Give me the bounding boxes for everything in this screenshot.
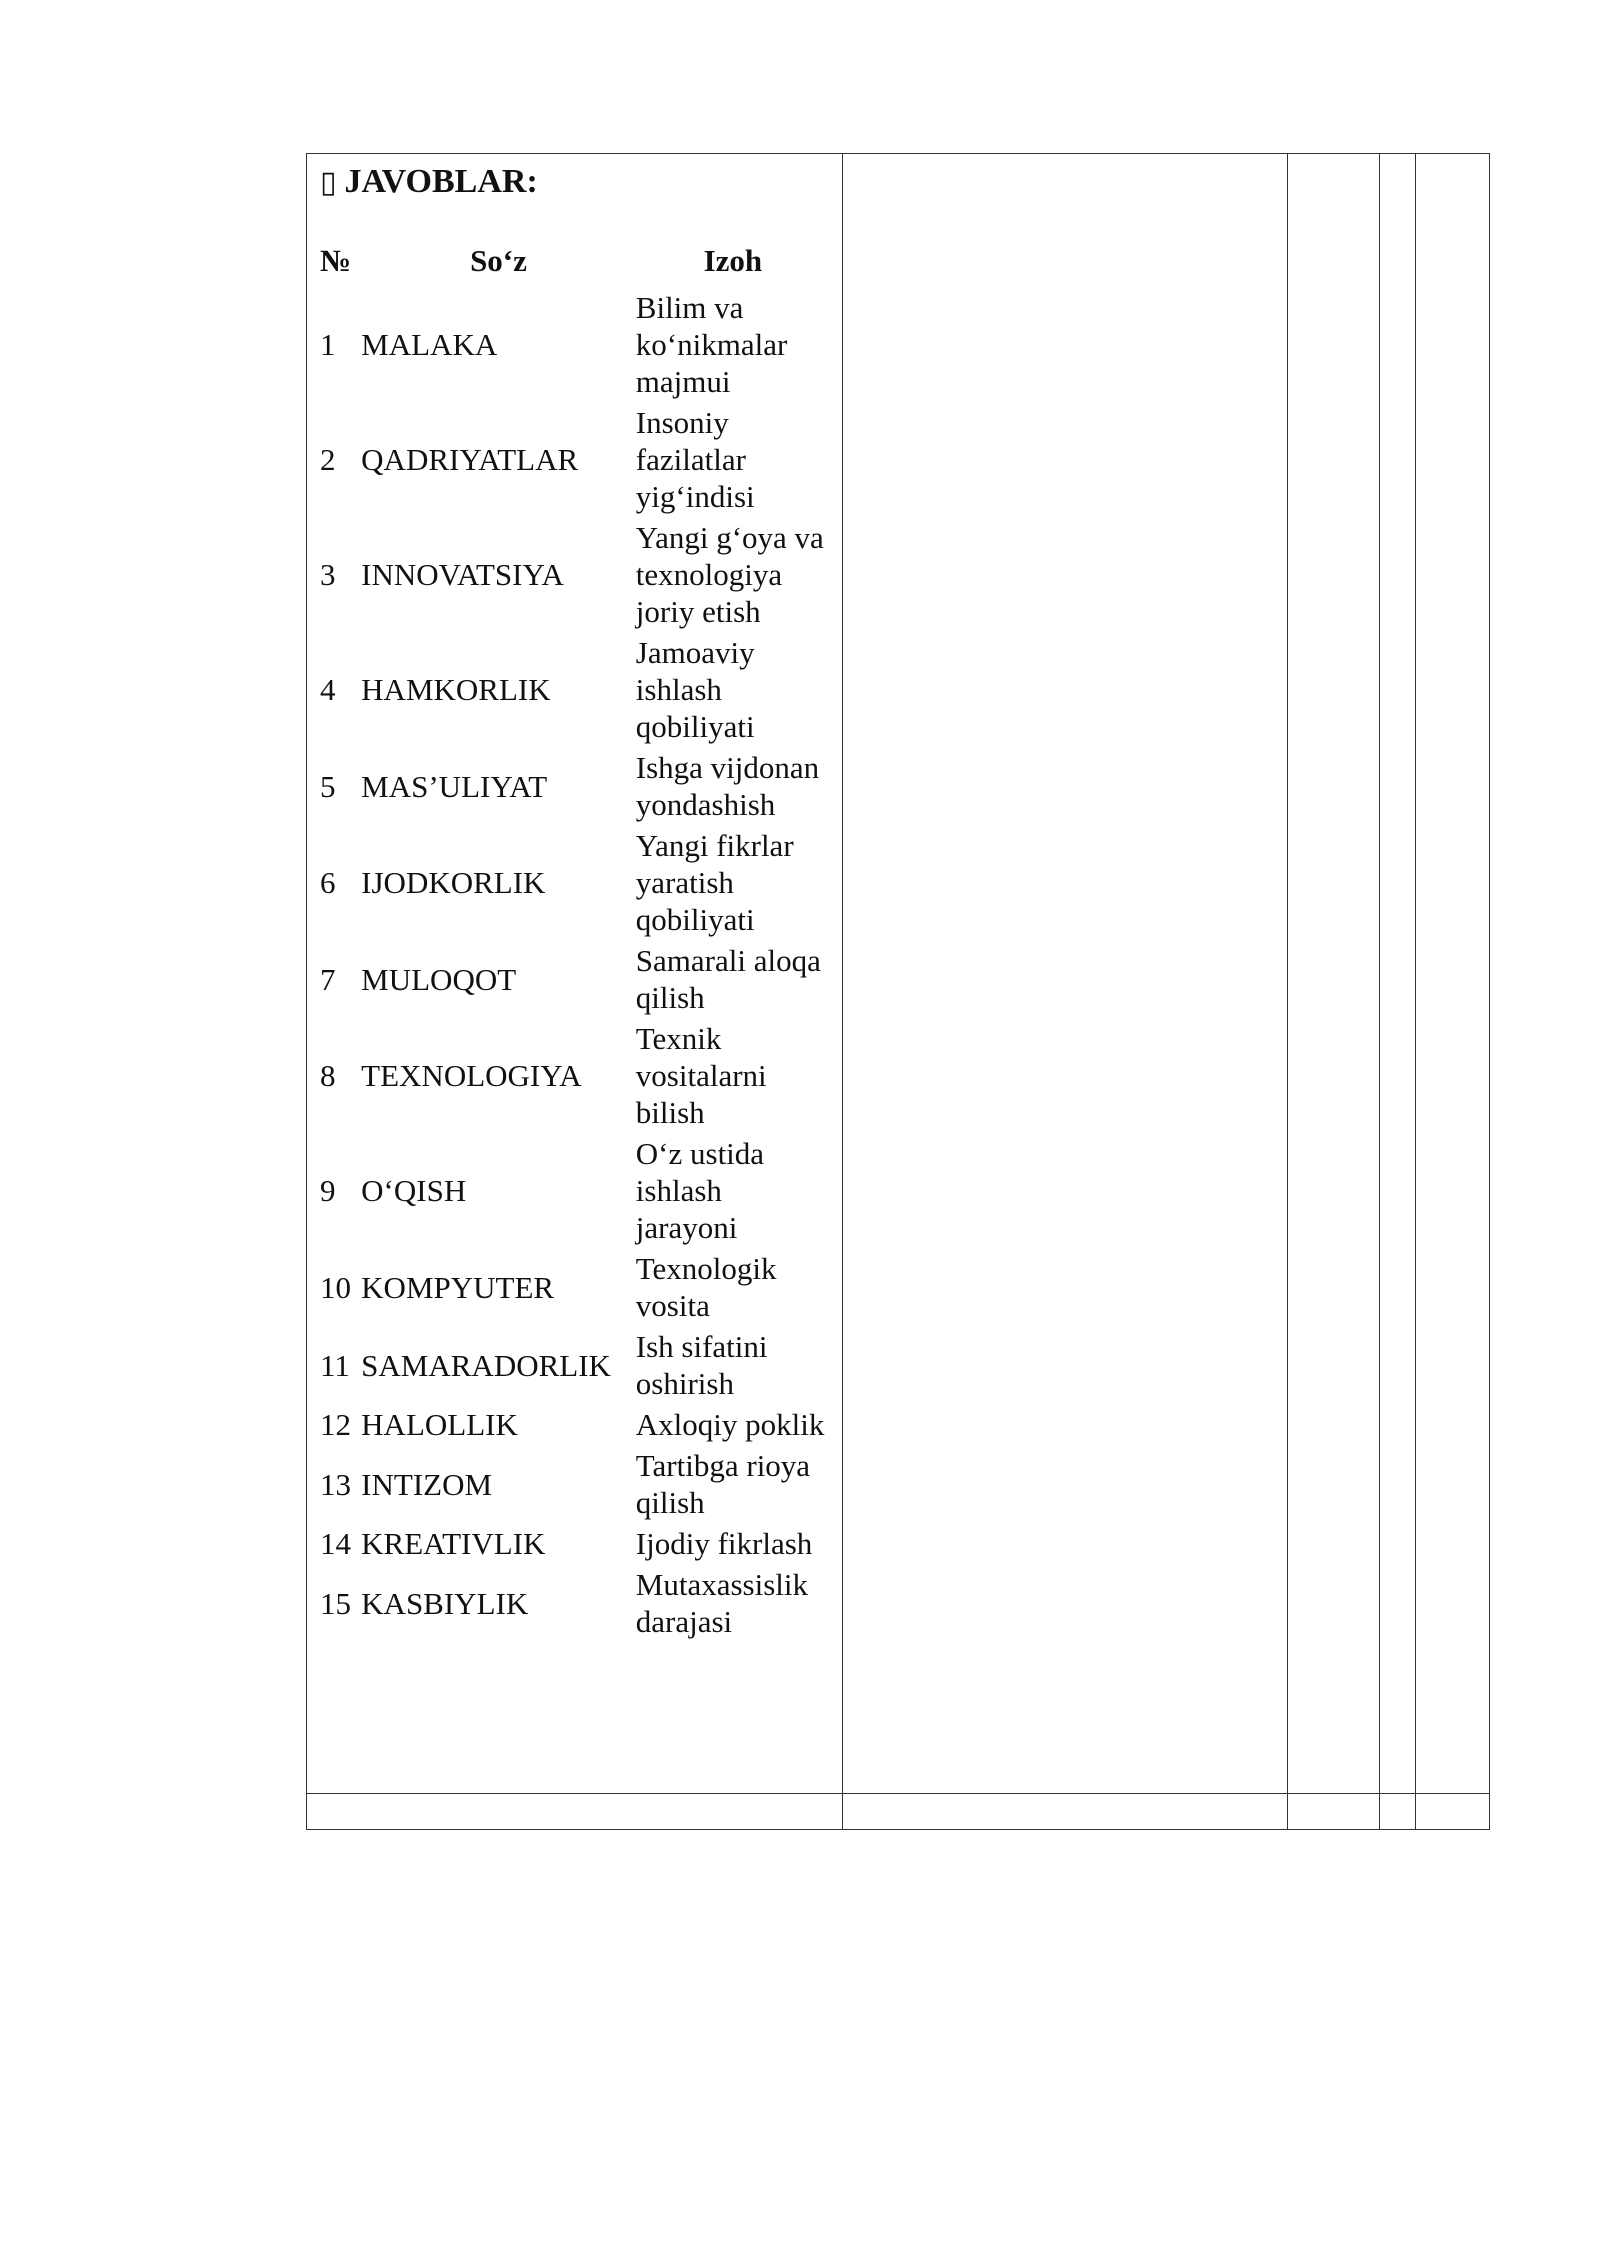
row-number: 4 xyxy=(320,672,336,707)
table-header-row xyxy=(320,240,830,287)
row-note: Texnologik vosita xyxy=(635,1251,777,1323)
table-row xyxy=(320,1564,830,1642)
row-note: Ijodiy fikrlash xyxy=(635,1526,813,1561)
row-note: Yangi g‘oya va texnologiya joriy etish xyxy=(635,520,824,629)
row-number: 1 xyxy=(320,327,336,362)
row-note: Insoniy fazilatlar yig‘indisi xyxy=(635,405,755,514)
row-number: 6 xyxy=(320,865,336,900)
row-number: 5 xyxy=(320,768,336,804)
table-row xyxy=(320,632,830,747)
row-word: MULOQOT xyxy=(361,961,517,997)
row-note: Samarali aloqa qilish xyxy=(635,943,821,1015)
table-row xyxy=(320,747,830,825)
row-note: Mutaxassislik darajasi xyxy=(635,1567,809,1639)
row-number: 3 xyxy=(320,557,336,592)
row-note: O‘z ustida ishlash jarayoni xyxy=(635,1136,765,1245)
row-word: O‘QISH xyxy=(361,1173,467,1208)
row-number: 12 xyxy=(320,1407,351,1442)
header-note: Izoh xyxy=(703,243,763,278)
row-number: 8 xyxy=(320,1058,336,1093)
row-word: QADRIYATLAR xyxy=(361,442,579,477)
row-number: 13 xyxy=(320,1466,351,1502)
row-word: KASBIYLIK xyxy=(361,1585,529,1621)
column-divider-4 xyxy=(1415,153,1416,1830)
header-word: So‘z xyxy=(470,243,527,278)
header-number: № xyxy=(320,243,352,278)
row-word: KOMPYUTER xyxy=(361,1269,555,1305)
answers-heading xyxy=(320,160,830,204)
table-row xyxy=(320,1523,830,1564)
table-row xyxy=(320,402,830,517)
row-number: 7 xyxy=(320,961,336,997)
answers-table-body xyxy=(320,287,830,1642)
table-row xyxy=(320,1018,830,1133)
row-number: 2 xyxy=(320,442,336,477)
row-number: 14 xyxy=(320,1526,351,1561)
table-row xyxy=(320,287,830,402)
row-note: Tartibga rioya qilish xyxy=(635,1448,811,1520)
row-word: MAS’ULIYAT xyxy=(361,768,548,804)
row-number: 9 xyxy=(320,1173,336,1208)
row-note: Yangi fikrlar yaratish qobiliyati xyxy=(635,828,794,937)
row-note: Ish sifatini oshirish xyxy=(635,1329,768,1401)
table-row xyxy=(320,1326,830,1404)
table-row xyxy=(320,517,830,632)
table-row xyxy=(320,1248,830,1326)
row-number: 10 xyxy=(320,1269,351,1305)
row-word: TEXNOLOGIYA xyxy=(361,1058,582,1093)
row-note: Ishga vijdonan yondashish xyxy=(635,750,820,822)
row-note: Bilim va ko‘nikmalar majmui xyxy=(635,290,788,399)
table-row xyxy=(320,940,830,1018)
row-word: IJODKORLIK xyxy=(361,865,546,900)
row-note: Jamoaviy ishlash qobiliyati xyxy=(635,635,755,744)
row-word: INTIZOM xyxy=(361,1466,493,1502)
row-word: INNOVATSIYA xyxy=(361,557,564,592)
bottom-row-divider xyxy=(306,1793,1490,1794)
answers-table xyxy=(320,240,830,1642)
row-word: SAMARADORLIK xyxy=(361,1347,611,1383)
row-word: KREATIVLIK xyxy=(361,1526,546,1561)
column-divider-2 xyxy=(1287,153,1288,1830)
row-number: 11 xyxy=(320,1347,350,1383)
checkbox-icon: ▯ xyxy=(320,166,337,199)
table-row xyxy=(320,1404,830,1445)
row-note: Axloqiy poklik xyxy=(635,1407,825,1442)
table-row xyxy=(320,825,830,940)
column-divider-3 xyxy=(1379,153,1380,1830)
row-note: Texnik vositalarni bilish xyxy=(635,1021,767,1130)
table-row xyxy=(320,1133,830,1248)
row-word: HALOLLIK xyxy=(361,1407,518,1442)
row-number: 15 xyxy=(320,1585,351,1621)
column-divider-1 xyxy=(842,153,843,1830)
answers-title: JAVOBLAR: xyxy=(344,163,538,200)
table-row xyxy=(320,1445,830,1523)
answers-cell xyxy=(320,160,830,1642)
row-word: MALAKA xyxy=(361,327,498,362)
row-word: HAMKORLIK xyxy=(361,672,551,707)
